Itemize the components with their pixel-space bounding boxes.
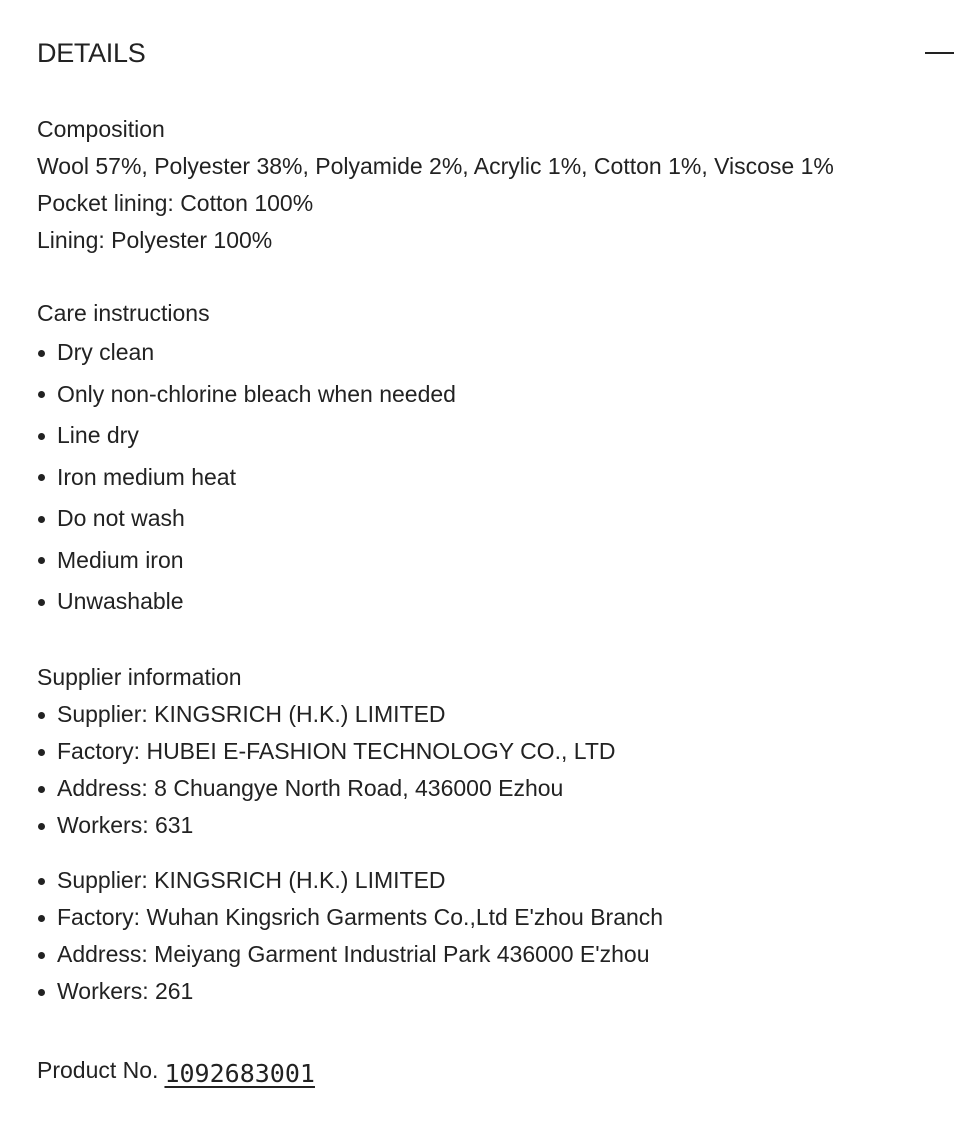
care-item (37, 498, 937, 540)
supplier-item-text: Workers: 631 (57, 812, 194, 838)
composition-line: Pocket lining: Cotton 100% (37, 190, 314, 216)
bullet-icon (38, 878, 45, 885)
care-item (37, 581, 937, 623)
supplier-heading: Supplier information (37, 664, 242, 690)
supplier-item (37, 899, 937, 936)
supplier-item-text: Factory: HUBEI E-FASHION TECHNOLOGY CO., LTD (57, 738, 616, 764)
composition-heading: Composition (37, 116, 165, 142)
care-heading: Care instructions (37, 300, 210, 326)
supplier-item (37, 936, 937, 973)
care-item-text: Only non-chlorine bleach when needed (57, 380, 456, 407)
bullet-icon (38, 433, 45, 440)
care-list (37, 332, 937, 623)
care-item-text: Medium iron (57, 546, 184, 573)
supplier-item (37, 770, 937, 807)
care-item (37, 540, 937, 582)
supplier-item (37, 862, 937, 899)
care-item (37, 374, 937, 416)
supplier-item-text: Address: Meiyang Garment Industrial Park 436000 E'zhou (57, 941, 650, 967)
details-header[interactable] (37, 33, 960, 73)
supplier-item (37, 733, 937, 770)
supplier-group (37, 696, 937, 844)
supplier-item-text: Address: 8 Chuangye North Road, 436000 Ezhou (57, 775, 564, 801)
bullet-icon (38, 599, 45, 606)
care-item (37, 457, 937, 499)
bullet-icon (38, 823, 45, 830)
care-item-text: Iron medium heat (57, 463, 236, 490)
supplier-item-text: Factory: Wuhan Kingsrich Garments Co.,Ltd E'zhou Branch (57, 904, 664, 930)
composition-line: Lining: Polyester 100% (37, 227, 273, 253)
details-title: DETAILS (37, 38, 146, 68)
bullet-icon (38, 516, 45, 523)
supplier-item-text: Supplier: KINGSRICH (H.K.) LIMITED (57, 867, 446, 893)
bullet-icon (38, 989, 45, 996)
care-item (37, 415, 937, 457)
care-item-text: Do not wash (57, 505, 185, 531)
supplier-group (37, 862, 937, 1010)
composition-line: Wool 57%, Polyester 38%, Polyamide 2%, Acrylic 1%, Cotton 1%, Viscose 1% (37, 153, 834, 179)
supplier-item-text: Supplier: KINGSRICH (H.K.) LIMITED (57, 701, 446, 727)
supplier-item (37, 973, 937, 1010)
supplier-item-text: Workers: 261 (57, 978, 194, 1004)
supplier-item (37, 696, 937, 733)
composition-section (37, 111, 937, 259)
care-section (37, 295, 937, 623)
product-number-link[interactable]: 1092683001 (164, 1059, 315, 1088)
product-number-row (37, 1052, 315, 1092)
bullet-icon (38, 749, 45, 756)
care-item-text: Line dry (57, 422, 139, 448)
supplier-item (37, 807, 937, 844)
bullet-icon (38, 391, 45, 398)
bullet-icon (38, 557, 45, 564)
bullet-icon (38, 952, 45, 959)
bullet-icon (38, 474, 45, 481)
product-number-label: Product No. (37, 1057, 159, 1083)
bullet-icon (38, 712, 45, 719)
bullet-icon (38, 350, 45, 357)
care-item-text: Dry clean (57, 339, 155, 365)
minus-icon[interactable] (925, 52, 954, 54)
supplier-section (37, 659, 937, 1010)
bullet-icon (38, 786, 45, 793)
bullet-icon (38, 915, 45, 922)
care-item-text: Unwashable (57, 588, 184, 614)
care-item (37, 332, 937, 374)
